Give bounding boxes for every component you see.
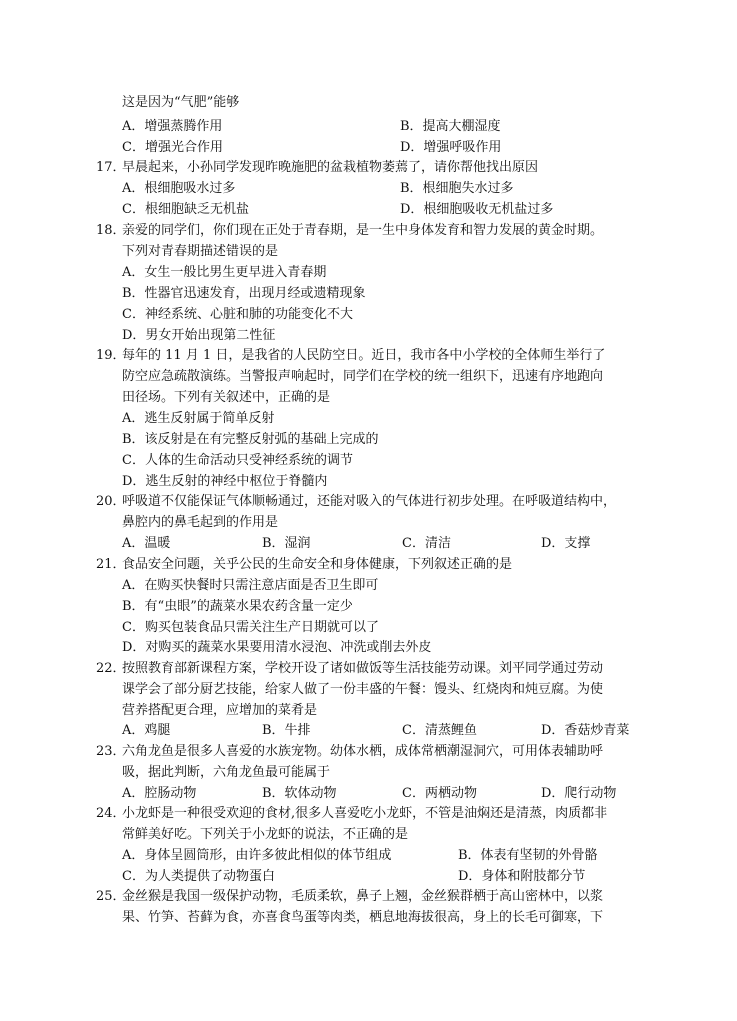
q16-option-d: D．增强呼吸作用 xyxy=(400,140,502,155)
q25-stem-line-1: 金丝猴是我国一级保护动物，毛质柔软，鼻子上翘，金丝猴群栖于高山密林中，以浆 xyxy=(122,889,604,904)
q18-stem-line-2: 下列对青春期描述错误的是 xyxy=(122,244,279,259)
q24-stem-line-1: 小龙虾是一种很受欢迎的食材,很多人喜爱吃小龙虾，不管是油焖还是清蒸，肉质都非 xyxy=(122,806,608,821)
q20-option-c: C．清洁 xyxy=(402,536,451,551)
q20-stem-line-2: 鼻腔内的鼻毛起到的作用是 xyxy=(122,515,279,530)
q22-option-a: A．鸡腿 xyxy=(122,723,171,738)
q17-number: 17． xyxy=(96,160,126,175)
q18-option-c: C．神经系统、心脏和肺的功能变化不大 xyxy=(122,307,353,322)
q23-stem-line-1: 六角龙鱼是很多人喜爱的水族宠物。幼体水栖，成体常栖潮湿洞穴，可用体表辅助呼 xyxy=(122,744,604,759)
q25-number: 25． xyxy=(96,889,126,904)
q21-option-a: A．在购买快餐时只需注意店面是否卫生即可 xyxy=(122,578,379,593)
q23-option-b: B．软体动物 xyxy=(262,786,337,801)
q20-number: 20． xyxy=(96,494,126,509)
q19-option-c: C．人体的生命活动只受神经系统的调节 xyxy=(122,453,353,468)
q20-option-a: A．温暖 xyxy=(122,536,171,551)
q19-option-a: A．逃生反射属于简单反射 xyxy=(122,411,275,426)
q24-option-a: A．身体呈圆筒形，由许多彼此相似的体节组成 xyxy=(122,848,392,863)
q18-option-d: D．男女开始出现第二性征 xyxy=(122,328,276,343)
q16-option-b: B．提高大棚湿度 xyxy=(400,119,501,134)
q16-option-c: C．增强光合作用 xyxy=(122,140,223,155)
q16-stem: 这是因为“气肥”能够 xyxy=(122,95,240,110)
q21-stem: 食品安全问题，关乎公民的生命安全和身体健康，下列叙述正确的是 xyxy=(122,557,513,572)
q25-stem-line-2: 果、竹笋、苔藓为食，亦喜食鸟蛋等肉类，栖息地海拔很高，身上的长毛可御寒，下 xyxy=(122,910,604,925)
q17-option-d: D．根细胞吸收无机盐过多 xyxy=(400,202,554,217)
q17-option-a: A．根细胞吸水过多 xyxy=(122,181,236,196)
q20-stem-line-1: 呼吸道不仅能保证气体顺畅通过，还能对吸入的气体进行初步处理。在呼吸道结构中， xyxy=(122,494,617,509)
q19-number: 19． xyxy=(96,348,126,363)
q17-option-b: B．根细胞失水过多 xyxy=(400,181,514,196)
q20-option-d: D．支撑 xyxy=(541,536,591,551)
q24-stem-line-2: 常鲜美好吃。下列关于小龙虾的说法，不正确的是 xyxy=(122,827,409,842)
q24-number: 24． xyxy=(96,806,126,821)
q23-stem-line-2: 吸，据此判断，六角龙鱼最可能属于 xyxy=(122,765,331,780)
q22-option-d: D．香菇炒青菜 xyxy=(541,723,630,738)
q18-option-a: A．女生一般比男生更早进入青春期 xyxy=(122,265,327,280)
q23-number: 23． xyxy=(96,744,126,759)
q22-stem-line-1: 按照教育部新课程方案，学校开设了诸如做饭等生活技能劳动课。刘平同学通过劳动 xyxy=(122,661,604,676)
q24-option-d: D．身体和附肢都分节 xyxy=(458,869,586,884)
q17-option-c: C．根细胞缺乏无机盐 xyxy=(122,202,249,217)
q24-option-b: B．体表有坚韧的外骨骼 xyxy=(458,848,598,863)
q18-option-b: B．性器官迅速发育，出现月经或遗精现象 xyxy=(122,286,366,301)
q21-option-b: B．有“虫眼”的蔬菜水果农药含量一定少 xyxy=(122,599,353,614)
q16-option-a: A．增强蒸腾作用 xyxy=(122,119,223,134)
q22-number: 22． xyxy=(96,661,126,676)
q19-stem-line-3: 田径场。下列有关叙述中，正确的是 xyxy=(122,390,331,405)
q19-stem-line-2: 防空应急疏散演练。当警报声响起时，同学们在学校的统一组织下，迅速有序地跑向 xyxy=(122,369,604,384)
q21-option-d: D．对购买的蔬菜水果要用清水浸泡、冲洗或削去外皮 xyxy=(122,640,432,655)
q23-option-d: D．爬行动物 xyxy=(541,786,617,801)
q22-stem-line-2: 课学会了部分厨艺技能，给家人做了一份丰盛的午餐：馒头、红烧肉和炖豆腐。为使 xyxy=(122,682,604,697)
q22-stem-line-3: 营养搭配更合理，应增加的菜肴是 xyxy=(122,703,318,718)
q20-option-b: B．湿润 xyxy=(262,536,311,551)
q22-option-c: C．清蒸鲤鱼 xyxy=(402,723,477,738)
q21-option-c: C．购买包装食品只需关注生产日期就可以了 xyxy=(122,620,379,635)
q24-option-c: C．为人类提供了动物蛋白 xyxy=(122,869,275,884)
q23-option-c: C．两栖动物 xyxy=(402,786,477,801)
q18-number: 18． xyxy=(96,223,126,238)
q22-option-b: B．牛排 xyxy=(262,723,311,738)
q17-stem: 早晨起来，小孙同学发现昨晚施肥的盆栽植物萎蔫了，请你帮他找出原因 xyxy=(122,160,539,175)
q19-option-d: D．逃生反射的神经中枢位于脊髓内 xyxy=(122,474,328,489)
q19-stem-line-1: 每年的 11 月 1 日，是我省的人民防空日。近日，我市各中小学校的全体师生举行了 xyxy=(122,348,606,363)
q21-number: 21． xyxy=(96,557,126,572)
q19-option-b: B．该反射是在有完整反射弧的基础上完成的 xyxy=(122,432,379,447)
q18-stem-line-1: 亲爱的同学们，你们现在正处于青春期，是一生中身体发育和智力发展的黄金时期。 xyxy=(122,223,604,238)
q23-option-a: A．腔肠动物 xyxy=(122,786,197,801)
